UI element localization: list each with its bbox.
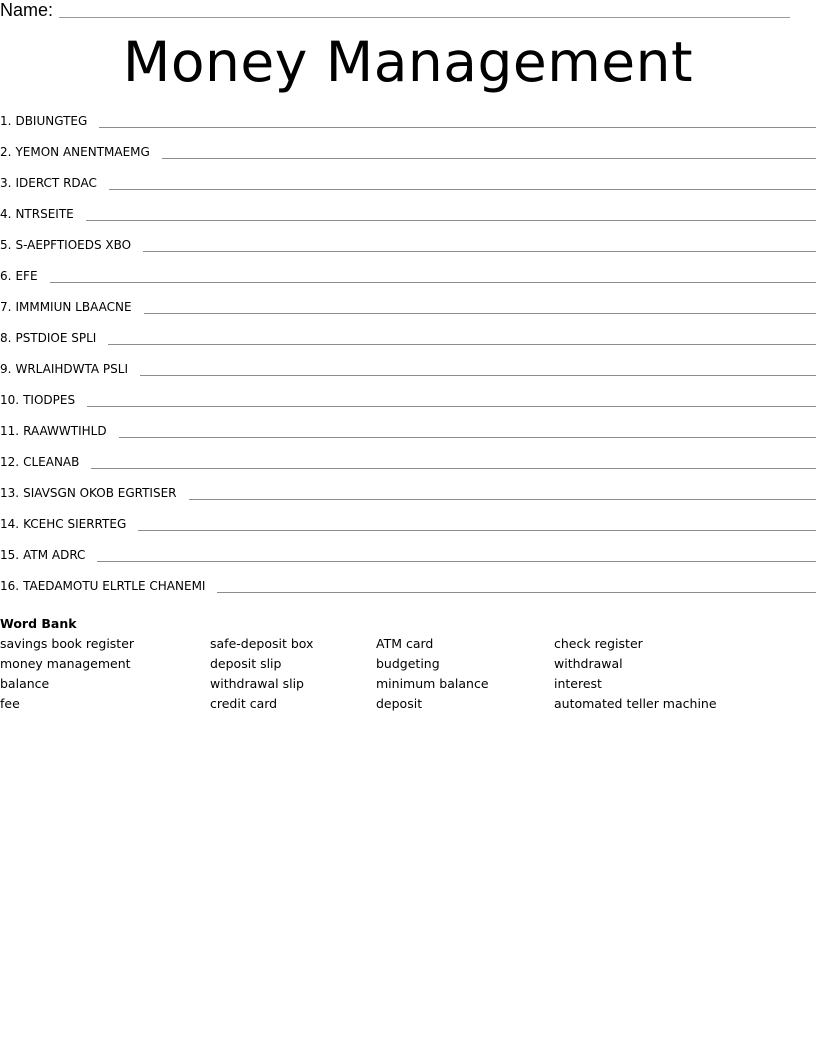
- answer-line[interactable]: [108, 344, 816, 345]
- scrambled-word: NTRSEITE: [15, 207, 74, 221]
- question-row: [0, 143, 816, 174]
- page-title: Money Management: [122, 30, 694, 94]
- name-row: [0, 0, 790, 22]
- question-row: [0, 298, 816, 329]
- question-number: 15.: [0, 548, 20, 562]
- scrambled-word: WRLAIHDWTA PSLI: [15, 362, 128, 376]
- scrambled-word: SIAVSGN OKOB EGRTISER: [23, 486, 177, 500]
- word-bank-row: [0, 674, 816, 694]
- word-bank-term: minimum balance: [376, 676, 489, 691]
- question-number: 5.: [0, 238, 12, 252]
- word-bank-term: ATM card: [376, 636, 434, 651]
- question-row: [0, 422, 816, 453]
- word-bank-term: savings book register: [0, 636, 135, 651]
- scrambled-word: IDERCT RDAC: [15, 176, 97, 190]
- question-number: 2.: [0, 145, 12, 159]
- question-row: [0, 391, 816, 422]
- question-row: [0, 236, 816, 267]
- scrambled-word: TIODPES: [23, 393, 76, 407]
- answer-line[interactable]: [143, 251, 816, 252]
- word-bank-term: balance: [0, 676, 50, 691]
- question-number: 14.: [0, 517, 20, 531]
- answer-line[interactable]: [217, 592, 816, 593]
- question-number: 11.: [0, 424, 20, 438]
- question-row: [0, 546, 816, 577]
- question-number: 13.: [0, 486, 20, 500]
- scrambled-word: PSTDIOE SPLI: [15, 331, 97, 345]
- word-bank-term: withdrawal: [554, 656, 623, 671]
- word-bank-grid: [0, 634, 816, 714]
- question-row: [0, 577, 816, 608]
- scrambled-word: RAAWWTIHLD: [23, 424, 107, 438]
- question-number: 12.: [0, 455, 20, 469]
- answer-line[interactable]: [119, 437, 816, 438]
- question-row: [0, 515, 816, 546]
- question-row: [0, 112, 816, 143]
- word-bank-row: [0, 654, 816, 674]
- name-label: Name:: [0, 0, 54, 20]
- scrambled-word: CLEANAB: [23, 455, 80, 469]
- answer-line[interactable]: [109, 189, 816, 190]
- question-number: 4.: [0, 207, 12, 221]
- word-bank-term: money management: [0, 656, 131, 671]
- scrambled-word: ATM ADRC: [23, 548, 86, 562]
- question-list: [0, 112, 816, 608]
- word-bank-term: automated teller machine: [554, 696, 717, 711]
- word-bank-row: [0, 694, 816, 714]
- question-number: 8.: [0, 331, 12, 345]
- question-number: 16.: [0, 579, 20, 593]
- word-bank-term: credit card: [210, 696, 278, 711]
- word-bank-term: deposit slip: [210, 656, 282, 671]
- answer-line[interactable]: [189, 499, 816, 500]
- word-bank-term: interest: [554, 676, 602, 691]
- scrambled-word: EFE: [15, 269, 38, 283]
- word-bank: [0, 614, 816, 714]
- question-number: 9.: [0, 362, 12, 376]
- question-number: 10.: [0, 393, 20, 407]
- question-row: [0, 453, 816, 484]
- answer-line[interactable]: [50, 282, 816, 283]
- answer-line[interactable]: [140, 375, 816, 376]
- scrambled-word: KCEHC SIERRTEG: [23, 517, 127, 531]
- word-bank-term: withdrawal slip: [210, 676, 304, 691]
- word-bank-term: budgeting: [376, 656, 440, 671]
- answer-line[interactable]: [87, 406, 816, 407]
- scrambled-word: IMMMIUN LBAACNE: [15, 300, 132, 314]
- answer-line[interactable]: [144, 313, 816, 314]
- word-bank-row: [0, 634, 816, 654]
- scrambled-word: DBIUNGTEG: [15, 114, 88, 128]
- question-row: [0, 267, 816, 298]
- scrambled-word: TAEDAMOTU ELRTLE CHANEMI: [23, 579, 206, 593]
- word-bank-term: fee: [0, 696, 20, 711]
- answer-line[interactable]: [91, 468, 816, 469]
- question-row: [0, 484, 816, 515]
- scrambled-word: S-AEPFTIOEDS XBO: [15, 238, 132, 252]
- scrambled-word: YEMON ANENTMAEMG: [15, 145, 150, 159]
- question-number: 6.: [0, 269, 12, 283]
- answer-line[interactable]: [99, 127, 816, 128]
- answer-line[interactable]: [97, 561, 816, 562]
- answer-line[interactable]: [86, 220, 816, 221]
- name-input-line[interactable]: [59, 17, 790, 18]
- question-number: 1.: [0, 114, 12, 128]
- answer-line[interactable]: [138, 530, 816, 531]
- question-row: [0, 360, 816, 391]
- word-bank-term: check register: [554, 636, 643, 651]
- question-row: [0, 205, 816, 236]
- question-number: 3.: [0, 176, 12, 190]
- question-row: [0, 329, 816, 360]
- word-bank-term: safe-deposit box: [210, 636, 314, 651]
- word-bank-term: deposit: [376, 696, 423, 711]
- question-row: [0, 174, 816, 205]
- word-bank-title: Word Bank: [0, 616, 77, 631]
- question-number: 7.: [0, 300, 12, 314]
- answer-line[interactable]: [162, 158, 816, 159]
